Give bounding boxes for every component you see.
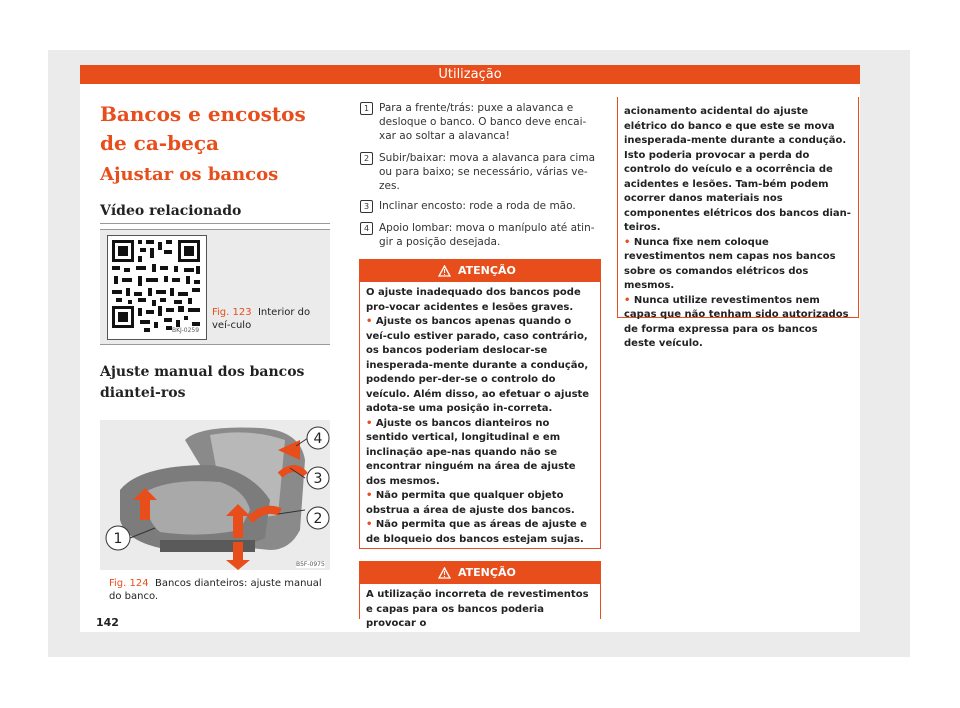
- callout-1-label: 1: [113, 531, 123, 547]
- warning-icon: [438, 567, 451, 579]
- figure-code: BKJ-0259: [172, 327, 200, 334]
- warning-box: [359, 561, 601, 629]
- warning-intro: O ajuste inadequado dos bancos pode pro-vocar acidentes e lesões graves.: [366, 287, 581, 313]
- subsection-title: Ajuste manual dos bancos diantei-ros: [100, 364, 305, 401]
- step-text: Subir/baixar: mova a alavanca para cima ou para baixo; se necessário, várias ve-zes.: [379, 152, 596, 192]
- seat-illustration: [100, 420, 330, 570]
- warning-header: [360, 562, 600, 584]
- section-title: Ajustar os bancos: [100, 164, 279, 185]
- warning-heading: ATENÇÃO: [458, 566, 516, 579]
- warning-bullet: • Nunca fixe nem coloque revestimentos nem capas nos bancos sobre os comandos elétricos dos mesmos.: [624, 236, 836, 291]
- warning-continuation-box: [617, 97, 859, 349]
- callout-4-label: 4: [313, 431, 323, 447]
- video-heading: Vídeo relacionado: [100, 203, 242, 219]
- warning-box: [359, 259, 601, 549]
- divider: [100, 223, 330, 224]
- figure-124: [100, 420, 330, 570]
- warning-bullet: • Não permita que qualquer objeto obstrua a área de ajuste dos bancos.: [366, 490, 575, 516]
- qr-code-icon: [108, 236, 206, 339]
- warning-bullet: • Ajuste os bancos dianteiros no sentido vertical, longitudinal e em inclinação ape-nas quando não se encontrar ninguém na área de ajuste dos mesmos.: [366, 417, 576, 487]
- figure-label: Fig. 124: [109, 578, 149, 589]
- warning-heading: ATENÇÃO: [458, 264, 516, 277]
- step-number: 4: [360, 222, 373, 235]
- list-item: [362, 221, 602, 249]
- section-header: Utilização: [80, 65, 860, 84]
- page-title: Bancos e encostos de ca-beça: [100, 102, 306, 155]
- warning-bullet: • Ajuste os bancos apenas quando o veí-culo estiver parado, caso contrário, os bancos poderiam deslocar-se inesperada-mente durante a condução, podendo per-der-se o controlo do veículo. Além disso, ao efetuar o ajuste adota-se uma posição in-correta.: [366, 316, 590, 414]
- figure-code: B5F-0975: [296, 561, 325, 568]
- list-item: [362, 101, 602, 143]
- warning-header: [360, 260, 600, 282]
- step-text: Inclinar encosto: rode a roda de mão.: [379, 200, 576, 212]
- warning-intro: A utilização incorreta de revestimentos e capas para os bancos poderia provocar o: [366, 589, 589, 629]
- step-text: Para a frente/trás: puxe a alavanca e desloque o banco. O banco deve encai-xar ao soltar a alavanca!: [379, 102, 587, 142]
- warning-bullet: • Nunca utilize revestimentos nem capas que não tenham sido autorizados de forma expressa para os bancos deste veículo.: [624, 294, 849, 349]
- warning-icon: [438, 265, 451, 277]
- step-number: 3: [360, 200, 373, 213]
- step-number: 1: [360, 102, 373, 115]
- figure-caption: [109, 577, 329, 603]
- list-item: [362, 151, 602, 193]
- page-number: 142: [96, 616, 119, 629]
- warning-bullet: • Não permita que as áreas de ajuste e de bloqueio dos bancos estejam sujas.: [366, 519, 587, 545]
- callout-2-label: 2: [313, 511, 323, 527]
- figure-caption-text: Bancos dianteiros: ajuste manual do banco.: [109, 578, 322, 602]
- step-text: Apoio lombar: mova o manípulo até atin-gir a posição desejada.: [379, 222, 595, 248]
- figure-label: Fig. 123: [212, 307, 252, 318]
- qr-code[interactable]: [107, 235, 207, 340]
- figure-caption-text: Interior do veí-culo: [212, 307, 311, 331]
- callout-3-label: 3: [313, 471, 323, 487]
- step-number: 2: [360, 152, 373, 165]
- warning-text: acionamento acidental do ajuste elétrico do banco e que este se mova inesperada-mente durante a condução. Isto poderia provocar a perda do controlo do veículo e a ocorrência de acidentes e lesões. Tam-bém podem ocorrer danos materiais nos componentes elétricos dos bancos dian-teiros.: [624, 106, 851, 233]
- list-item: [362, 199, 602, 213]
- figure-caption: [212, 306, 324, 332]
